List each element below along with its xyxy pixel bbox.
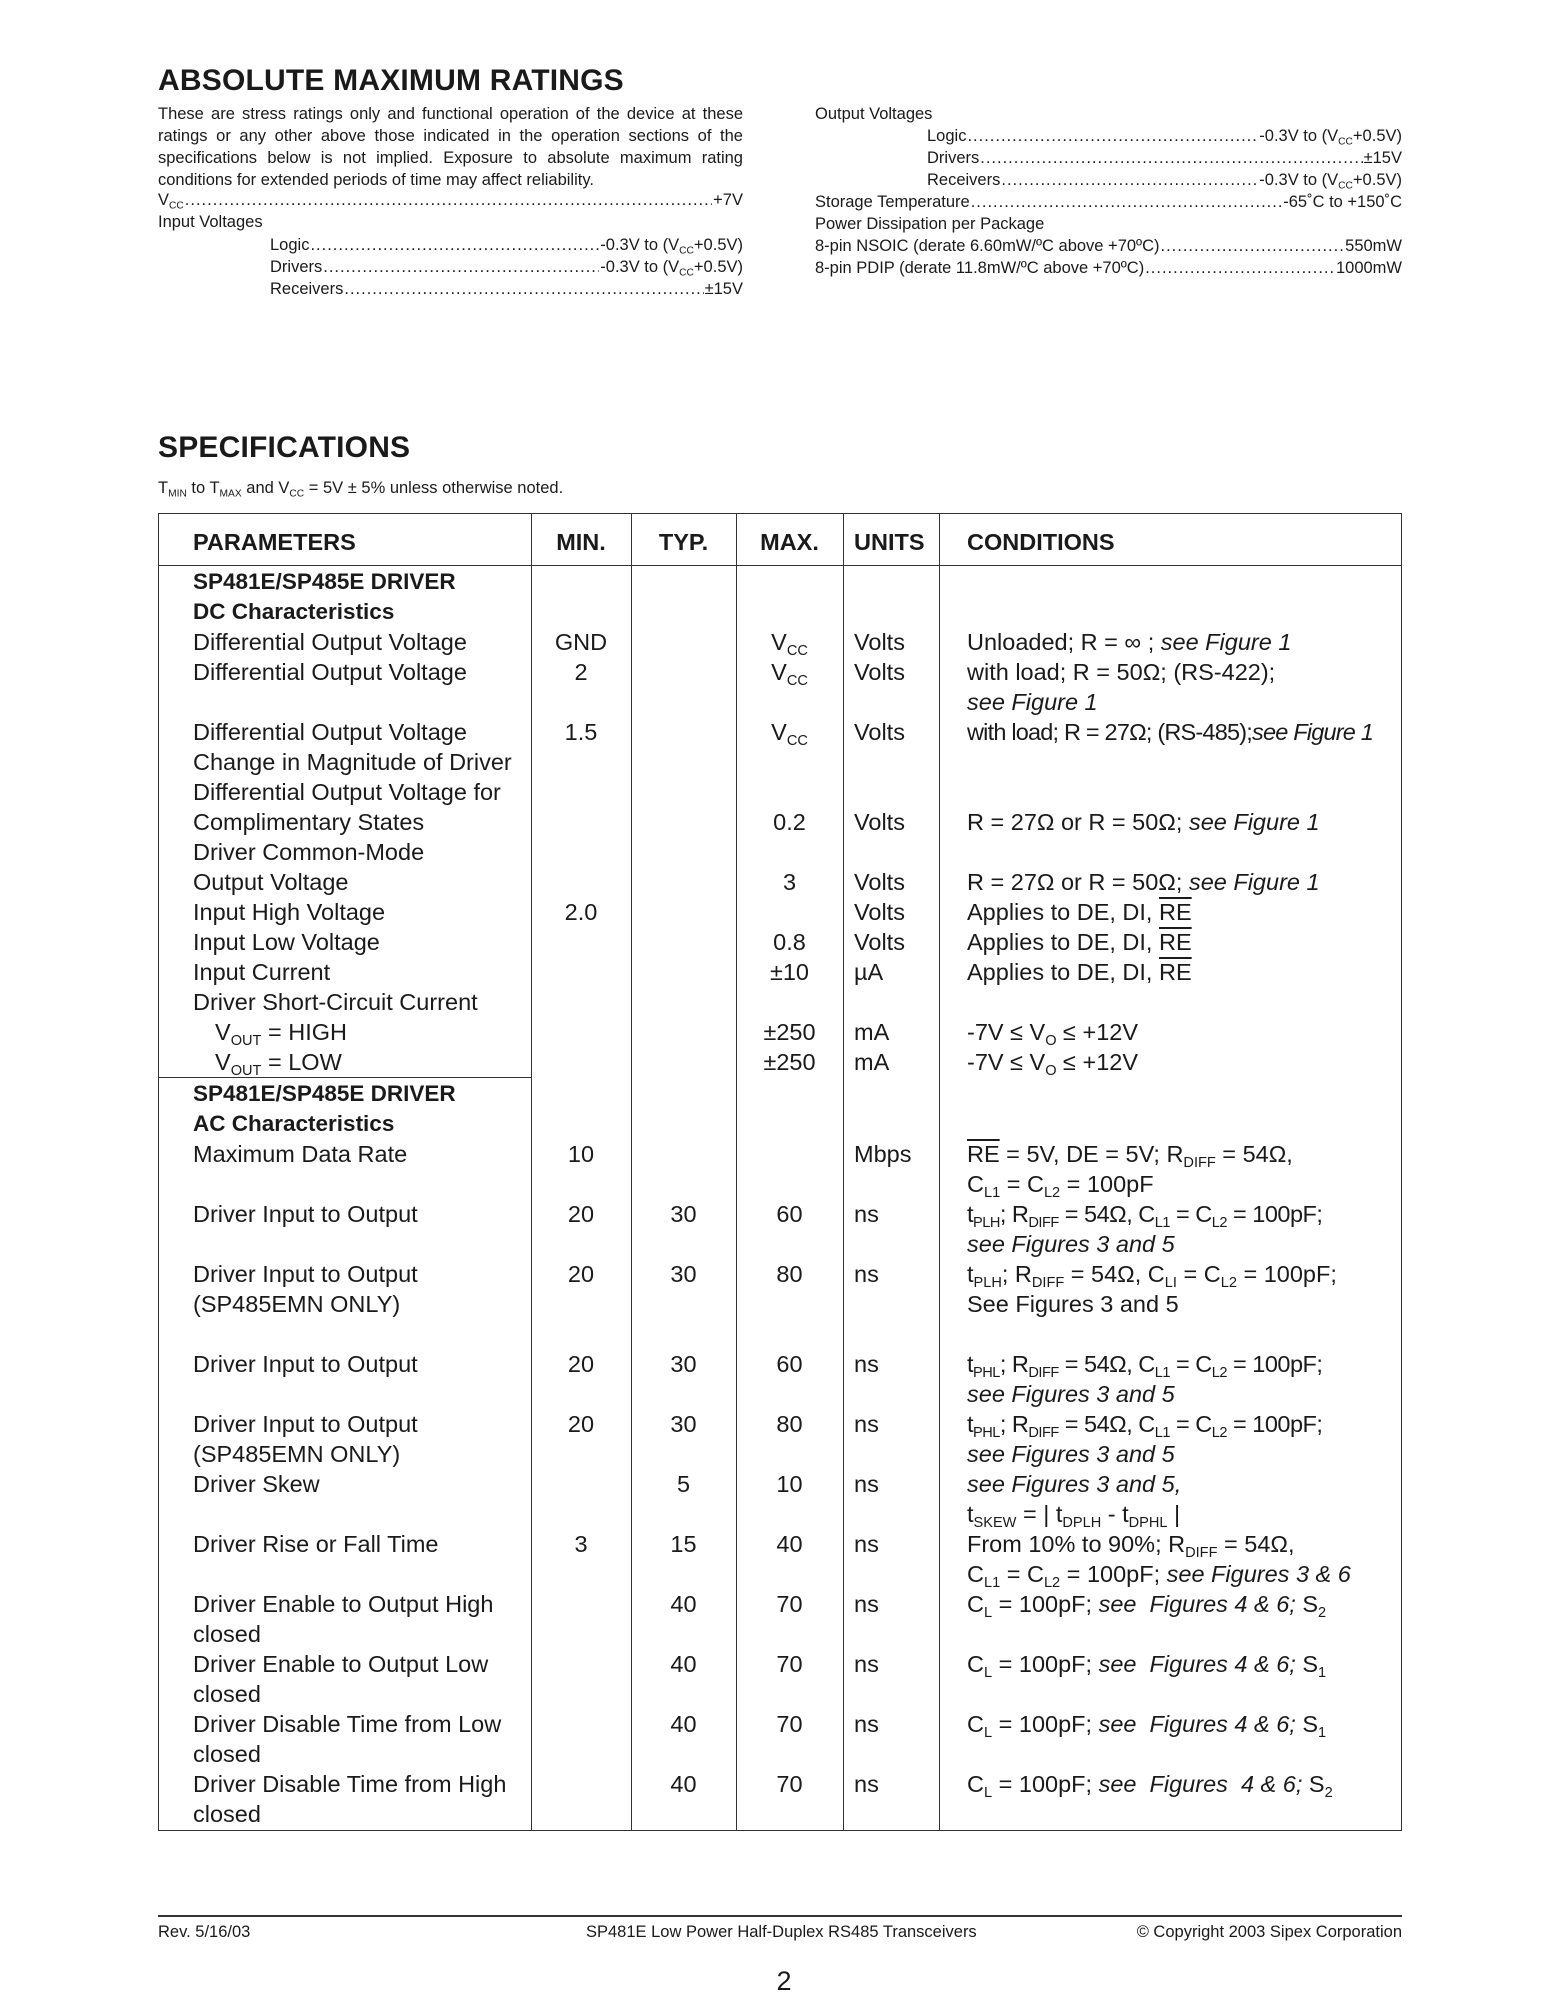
amr-title: ABSOLUTE MAXIMUM RATINGS [158, 64, 624, 97]
ac-row-7-typ: 40 [670, 1591, 697, 1617]
ac-row-6-max: 40 [776, 1531, 803, 1557]
ac-row-10-typ: 40 [670, 1771, 697, 1797]
dc-row-10-cond: $-7V \le V_O \le +12V$ [967, 1049, 1139, 1080]
dc-row-6-cond: Applies to DE, DI, $\overline{RE}$ [967, 929, 1192, 955]
ac-section-title: SP481E/SP485E DRIVER [193, 1081, 456, 1106]
dc-row-4-max: 3 [782, 869, 797, 895]
dc-row-0-param: Differential Output Voltage [193, 629, 467, 655]
ac-row-3-units: ns [854, 1351, 879, 1377]
dc-row-10-max: ±250 [763, 1049, 816, 1075]
ac-row-3-cond-it: see Figures 3 and 5 [967, 1381, 1175, 1407]
amr-input-voltages: Input Voltages [158, 213, 263, 231]
ac-row-5-units: ns [854, 1471, 879, 1497]
dc-row-9-max: ±250 [763, 1019, 816, 1045]
dc-row-3-param: Change in Magnitude of Driver [193, 749, 512, 775]
dc-row-1-max: $V_{CC}$ [771, 659, 808, 690]
dc-row-4-cond: R = 27Ω or R = 50Ω; see Figure 1 [967, 869, 1320, 895]
ac-row-0-cond2: $C_{L1} = C_{L2} = 100pF$ [967, 1171, 1154, 1202]
amr-input-drivers-row: Drivers ..... -0.3V to $(V_{CC}+0.5V)$ [270, 258, 743, 280]
ac-row-9-param2: closed [193, 1741, 261, 1767]
ac-row-2-max: 80 [776, 1261, 803, 1287]
dc-row-4-units: Volts [854, 869, 905, 895]
ac-row-8-typ: 40 [670, 1651, 697, 1677]
ac-row-2-min: 20 [567, 1261, 595, 1287]
dc-row-8-param: Driver Short-Circuit Current [193, 989, 478, 1015]
dc-row-0-cond: Unloaded; R = ∞ ; see Figure 1 [967, 629, 1292, 655]
ac-row-8-param2: closed [193, 1681, 261, 1707]
dc-row-2-cond: with load; R = 27Ω; (RS-485);see Figure 1 [967, 719, 1374, 745]
ac-row-7-units: ns [854, 1591, 879, 1617]
ac-row-9-max: 70 [776, 1711, 803, 1737]
dc-section-title: SP481E/SP485E DRIVER [193, 569, 456, 594]
ac-row-2-units: ns [854, 1261, 879, 1287]
dc-row-6-units: Volts [854, 929, 905, 955]
ac-row-4-cond: $t_{PHL}$; $R_{DIFF} = 54\Omega$, $C_{L1} = C_{L2} = 100pF$; [967, 1411, 1323, 1442]
ac-row-6-cond: From 10% to 90%; $R_{DIFF} = 54\Omega$, [967, 1531, 1295, 1562]
dc-row-10-units: mA [854, 1049, 890, 1075]
ac-row-0-param: Maximum Data Rate [193, 1141, 408, 1167]
dc-row-0-max: $V_{CC}$ [771, 629, 808, 660]
dc-row-7-cond: Applies to DE, DI, $\overline{RE}$ [967, 959, 1192, 985]
dc-row-3-param3: Complimentary States [193, 809, 425, 835]
ac-row-10-cond: $C_L = 100pF$; see Figures 4 & 6; $S_2$ [967, 1771, 1333, 1802]
dc-row-6-param: Input Low Voltage [193, 929, 380, 955]
hdr-parameters: PARAMETERS [193, 529, 356, 555]
ac-row-2-cond2: See Figures 3 and 5 [967, 1291, 1179, 1317]
amr-storage-row: Storage Temperature ..... -65˚C to +150˚C [815, 193, 1402, 215]
specs-title: SPECIFICATIONS [158, 431, 411, 464]
dc-row-6-max: 0.8 [773, 929, 806, 955]
hdr-min: MIN. [556, 529, 606, 555]
ac-row-6-units: ns [854, 1531, 879, 1557]
dc-row-1-param: Differential Output Voltage [193, 659, 467, 685]
ac-row-1-cond-it: see Figures 3 and 5 [967, 1231, 1175, 1257]
ac-row-10-units: ns [854, 1771, 879, 1797]
ac-row-8-units: ns [854, 1651, 879, 1677]
ac-row-5-param: Driver Skew [193, 1471, 320, 1497]
amr-pdip-row: 8-pin PDIP (derate 11.8mW/ºC above +70ºC) ..... 1000mW [815, 259, 1402, 281]
dc-row-1-units: Volts [854, 659, 905, 685]
ac-row-4-param: Driver Input to Output [193, 1411, 418, 1437]
dc-row-7-units: µA [854, 959, 884, 985]
amr-intro: These are stress ratings only and functional operation of the device at these ratings or any other above those indicated in the operation sections of the specifications below is not implied. Exposure to absolute maximum rating conditions for extended periods of time may affect reliability. [158, 105, 743, 189]
hdr-max: MAX. [760, 529, 819, 555]
ac-row-6-typ: 15 [670, 1531, 697, 1557]
ac-row-4-units: ns [854, 1411, 879, 1437]
ac-row-7-param: Driver Enable to Output High [193, 1591, 494, 1617]
ac-row-5-max: 10 [776, 1471, 803, 1497]
ac-row-7-param2: closed [193, 1621, 261, 1647]
dc-row-4-param2: Output Voltage [193, 869, 349, 895]
dc-row-5-param: Input High Voltage [193, 899, 386, 925]
ac-row-6-param: Driver Rise or Fall Time [193, 1531, 439, 1557]
dc-row-3-max: 0.2 [773, 809, 806, 835]
footer-product: SP481E Low Power Half-Duplex RS485 Transceivers [586, 1923, 977, 1941]
ac-row-1-typ: 30 [670, 1201, 697, 1227]
ac-row-2-typ: 30 [670, 1261, 697, 1287]
ac-row-3-typ: 30 [670, 1351, 697, 1377]
dc-row-7-max: ±10 [769, 959, 810, 985]
dc-row-5-cond: Applies to DE, DI, $\overline{RE}$ [967, 899, 1192, 925]
ac-row-4-typ: 30 [670, 1411, 697, 1437]
dc-row-9-units: mA [854, 1019, 890, 1045]
amr-output-receivers-row: Receivers ..... -0.3V to $(V_{CC}+0.5V)$ [927, 171, 1402, 193]
amr-input-logic-row: Logic ..... -0.3V to $(V_{CC}+0.5V)$ [270, 236, 743, 258]
ac-row-0-units: Mbps [854, 1141, 912, 1167]
ac-row-4-cond-it: see Figures 3 and 5 [967, 1441, 1175, 1467]
ac-row-7-cond: $C_L = 100pF$; see Figures 4 & 6; $S_2$ [967, 1591, 1327, 1622]
dc-row-9-param: $V_{OUT}$ = HIGH [215, 1019, 347, 1050]
amr-vcc-row: $V_{CC}$ ..... +7V [158, 191, 743, 213]
dc-row-2-units: Volts [854, 719, 905, 745]
ac-row-4-max: 80 [776, 1411, 803, 1437]
ac-row-8-param: Driver Enable to Output Low [193, 1651, 489, 1677]
amr-output-drivers-row: Drivers ..... ±15V [927, 149, 1402, 171]
spec-table [158, 513, 1402, 1831]
ac-row-0-cond: $\overline{RE} = 5V$, DE = 5V; $R_{DIFF} = 54\Omega$, [967, 1141, 1293, 1172]
ac-row-2-param2: (SP485EMN ONLY) [193, 1291, 401, 1317]
ac-row-8-cond: $C_L = 100pF$; see Figures 4 & 6; $S_1$ [967, 1651, 1327, 1682]
dc-row-1-min: 2 [574, 659, 588, 685]
dc-row-0-units: Volts [854, 629, 905, 655]
dc-row-5-min: 2.0 [564, 899, 598, 925]
dc-row-3-param2: Differential Output Voltage for [193, 779, 501, 805]
ac-row-6-cond2: $C_{L1} = C_{L2} = 100pF$; see Figures 3 & 6 [967, 1561, 1351, 1592]
specs-note: $T_{MIN}$ to $T_{MAX}$ and $V_{CC} = 5V \pm 5\%$ unless otherwise noted. [158, 479, 564, 500]
dc-row-0-min: GND [554, 629, 608, 655]
amr-output-logic-row: Logic ..... -0.3V to $(V_{CC}+0.5V)$ [927, 127, 1402, 149]
ac-row-4-min: 20 [567, 1411, 595, 1437]
dc-row-7-param: Input Current [193, 959, 331, 985]
ac-row-7-max: 70 [776, 1591, 803, 1617]
dc-subtitle: DC Characteristics [193, 599, 395, 624]
footer-rule [158, 1915, 1402, 1917]
ac-row-1-cond: $t_{PLH}$; $R_{DIFF} = 54\Omega$, $C_{L1} = C_{L2} = 100pF$; [967, 1201, 1323, 1232]
ac-row-10-param2: closed [193, 1801, 261, 1827]
hdr-units: UNITS [854, 529, 925, 555]
ac-row-4-param2: (SP485EMN ONLY) [193, 1441, 401, 1467]
ac-row-2-param: Driver Input to Output [193, 1261, 418, 1287]
hdr-conditions: CONDITIONS [967, 529, 1115, 555]
ac-row-10-max: 70 [776, 1771, 803, 1797]
ac-row-9-units: ns [854, 1711, 879, 1737]
dc-row-9-cond: $-7V \le V_O \le +12V$ [967, 1019, 1139, 1050]
footer-copyright: © Copyright 2003 Sipex Corporation [1136, 1923, 1402, 1941]
ac-row-5-typ: 5 [676, 1471, 691, 1497]
ac-row-5-cond2: $t_{SKEW}$ = | $t_{DPLH} - t_{DPHL}$ | [967, 1501, 1181, 1532]
ac-row-3-param: Driver Input to Output [193, 1351, 418, 1377]
amr-output-voltages: Output Voltages [815, 105, 933, 123]
dc-row-4-param: Driver Common-Mode [193, 839, 425, 865]
dc-row-2-max: $V_{CC}$ [771, 719, 808, 750]
ac-row-1-max: 60 [776, 1201, 803, 1227]
ac-row-3-max: 60 [776, 1351, 803, 1377]
dc-row-2-min: 1.5 [564, 719, 598, 745]
ac-row-2-cond: $t_{PLH}$; $R_{DIFF} = 54\Omega$, $C_{LI} = C_{L2} = 100pF$; [967, 1261, 1337, 1292]
ac-row-1-min: 20 [567, 1201, 595, 1227]
amr-nsoic-row: 8-pin NSOIC (derate 6.60mW/ºC above +70ºC) ..... 550mW [815, 237, 1402, 259]
dc-row-1-cond-it: see Figure 1 [967, 689, 1098, 715]
ac-row-1-param: Driver Input to Output [193, 1201, 418, 1227]
ac-row-9-typ: 40 [670, 1711, 697, 1737]
ac-row-0-min: 10 [567, 1141, 595, 1167]
ac-row-3-min: 20 [567, 1351, 595, 1377]
ac-subtitle: AC Characteristics [193, 1111, 395, 1136]
ac-row-10-param: Driver Disable Time from High [193, 1771, 507, 1797]
dc-row-1-cond: with load; R = 50Ω; (RS-422); [967, 659, 1276, 685]
amr-power-label: Power Dissipation per Package [815, 215, 1045, 233]
dc-row-10-param: $V_{OUT}$ = LOW [215, 1049, 342, 1080]
dc-row-3-units: Volts [854, 809, 905, 835]
dc-row-2-param: Differential Output Voltage [193, 719, 467, 745]
ac-row-9-cond: $C_L = 100pF$; see Figures 4 & 6; $S_1$ [967, 1711, 1327, 1742]
ac-row-8-max: 70 [776, 1651, 803, 1677]
ac-row-1-units: ns [854, 1201, 879, 1227]
hdr-typ: TYP. [658, 529, 709, 555]
ac-row-3-cond: $t_{PHL}$; $R_{DIFF} = 54\Omega$, $C_{L1} = C_{L2} = 100pF$; [967, 1351, 1323, 1382]
page-number: 2 [776, 1966, 792, 1996]
amr-input-receivers-row: Receivers ..... ±15V [270, 280, 743, 302]
dc-row-5-units: Volts [854, 899, 905, 925]
ac-row-9-param: Driver Disable Time from Low [193, 1711, 502, 1737]
ac-row-6-min: 3 [574, 1531, 588, 1557]
footer-rev: Rev. 5/16/03 [158, 1923, 251, 1941]
dc-row-3-cond: R = 27Ω or R = 50Ω; see Figure 1 [967, 809, 1320, 835]
ac-row-5-cond-it: see Figures 3 and 5, [967, 1471, 1182, 1497]
